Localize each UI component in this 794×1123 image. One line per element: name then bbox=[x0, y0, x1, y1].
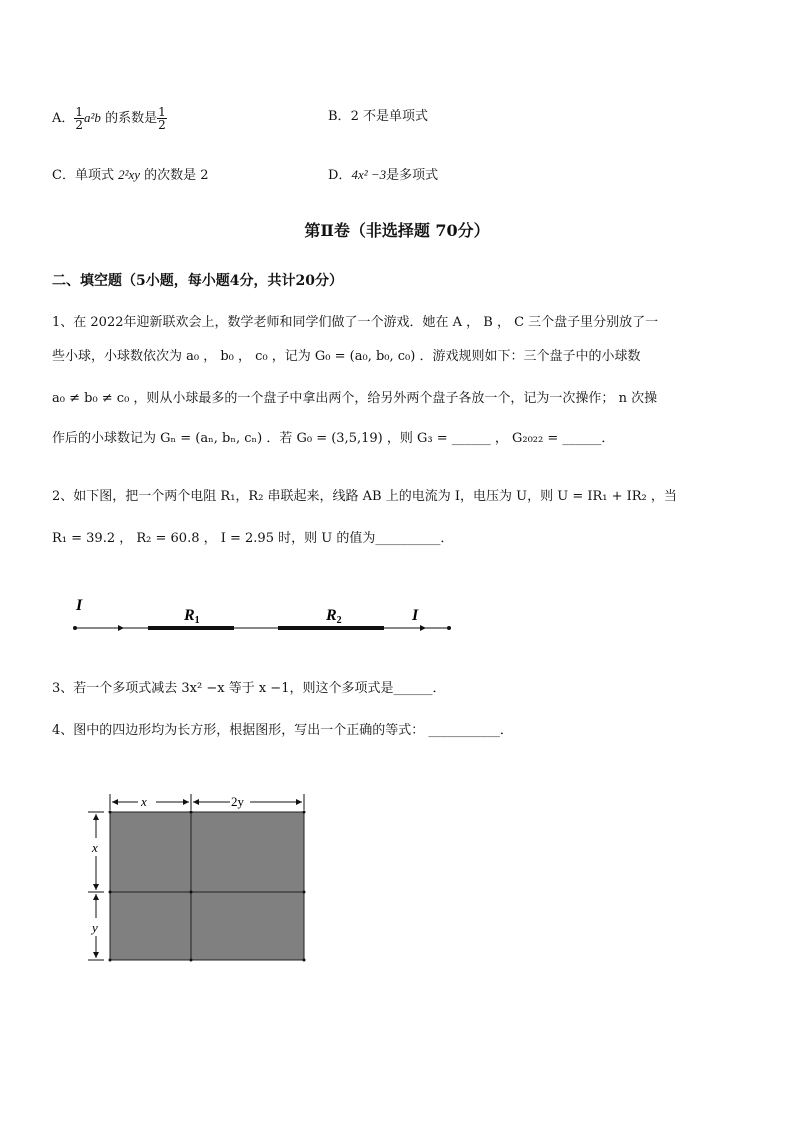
arrow-up-icon bbox=[93, 894, 99, 900]
r1-label bbox=[183, 607, 200, 626]
arrow-right-icon bbox=[183, 799, 189, 805]
q1-line-2: 些小球，小球数依次为 a₀ ， b₀ ， c₀ ，记为 G₀ = (a₀, b₀, c₀) ．游戏规则如下：三个盘子中的小球数 bbox=[52, 349, 641, 364]
option-d-label: D． bbox=[328, 168, 352, 183]
vertex bbox=[303, 811, 306, 814]
vertex bbox=[190, 891, 193, 894]
q2-line-2: R₁ = 39.2 ， R₂ = 60.8 ， I = 2.95 时，则 U 的值为__________． bbox=[52, 531, 454, 546]
q1-line-1: 1、在 2022年迎新联欢会上，数学老师和同学们做了一个游戏．她在 A ， B ， C 三个盘子里分别放了一 bbox=[52, 315, 659, 330]
r2-subscript: 2 bbox=[336, 615, 342, 626]
side-bottom-dim-label: y bbox=[92, 920, 98, 935]
frac-num: 1 bbox=[75, 105, 84, 119]
option-a-expr: a²b bbox=[84, 110, 101, 125]
r2-letter: R bbox=[326, 607, 337, 624]
option-c-expr: 2²xy bbox=[118, 167, 141, 182]
r1-subscript: 1 bbox=[194, 615, 200, 626]
outer-rectangle bbox=[110, 812, 304, 960]
frac-den: 2 bbox=[158, 118, 166, 132]
circuit-diagram bbox=[60, 590, 480, 650]
arrow-right-icon bbox=[118, 625, 124, 631]
vertex bbox=[190, 811, 193, 814]
resistor-r2 bbox=[278, 626, 384, 630]
arrow-down-icon bbox=[93, 884, 99, 890]
vertex bbox=[109, 811, 112, 814]
option-c bbox=[52, 166, 209, 185]
vertex bbox=[109, 959, 112, 962]
arrow-right-icon bbox=[420, 625, 426, 631]
option-a bbox=[52, 106, 167, 131]
option-a-fraction-2 bbox=[157, 106, 167, 131]
option-c-text-post: 的次数是 2 bbox=[140, 168, 209, 183]
top-right-dim-label: 2y bbox=[231, 794, 244, 809]
arrow-down-icon bbox=[93, 952, 99, 958]
q4-text: 4、图中的四边形均为长方形，根据图形，写出一个正确的等式： ___________． bbox=[52, 723, 513, 738]
arrow-right-icon bbox=[296, 799, 302, 805]
option-a-text: 的系数是 bbox=[100, 111, 158, 126]
r1-letter: R bbox=[184, 607, 195, 624]
arrow-up-icon bbox=[93, 814, 99, 820]
option-c-label: C． bbox=[52, 168, 75, 183]
vertex bbox=[303, 959, 306, 962]
option-d bbox=[328, 166, 438, 185]
part-title: 第Ⅱ卷（非选择题 70分） bbox=[304, 221, 490, 240]
section-title: 二、填空题（5小题，每小题4分，共计20分） bbox=[52, 273, 343, 289]
current-left-label: I bbox=[76, 597, 83, 614]
arrow-left-icon bbox=[112, 799, 118, 805]
r2-label bbox=[325, 607, 342, 626]
frac-num: 1 bbox=[158, 105, 166, 119]
option-d-text: 是多项式 bbox=[386, 168, 439, 183]
option-b-label: B． bbox=[328, 109, 351, 124]
frac-den: 2 bbox=[75, 118, 84, 132]
option-c-text-pre: 单项式 bbox=[74, 168, 119, 183]
arrow-left-icon bbox=[193, 799, 199, 805]
side-top-dim-label: x bbox=[92, 840, 98, 855]
vertex bbox=[109, 891, 112, 894]
q1-line-4: 作后的小球数记为 Gₙ = (aₙ, bₙ, cₙ) ．若 G₀ = (3,5,19) ，则 G₃ = ______ ， G₂₀₂₂ = ______． bbox=[52, 431, 615, 446]
top-left-dim-label: x bbox=[141, 794, 147, 809]
q1-line-3: a₀ ≠ b₀ ≠ c₀ ，则从小球最多的一个盘子中拿出两个，给另外两个盘子各放一个，记为一次操作； n 次操 bbox=[52, 391, 658, 406]
terminal-b bbox=[447, 626, 451, 630]
option-a-label: A． bbox=[52, 111, 75, 126]
vertex bbox=[303, 891, 306, 894]
q2-line-1: 2、如下图，把一个两个电阻 R₁，R₂ 串联起来，线路 AB 上的电流为 I，电压为 U，则 U = IR₁ + IR₂ ，当 bbox=[52, 489, 677, 504]
resistor-r1 bbox=[148, 626, 234, 630]
option-d-expr: 4x² −3 bbox=[351, 167, 387, 182]
rectangle-figure bbox=[80, 790, 320, 970]
vertex bbox=[190, 959, 193, 962]
option-b-text: 2 不是单项式 bbox=[350, 109, 428, 124]
current-right-label: I bbox=[412, 607, 419, 624]
option-a-fraction bbox=[74, 106, 84, 131]
option-b bbox=[328, 108, 428, 126]
q3-text: 3、若一个多项式减去 3x² −x 等于 x −1，则这个多项式是______． bbox=[52, 681, 446, 696]
